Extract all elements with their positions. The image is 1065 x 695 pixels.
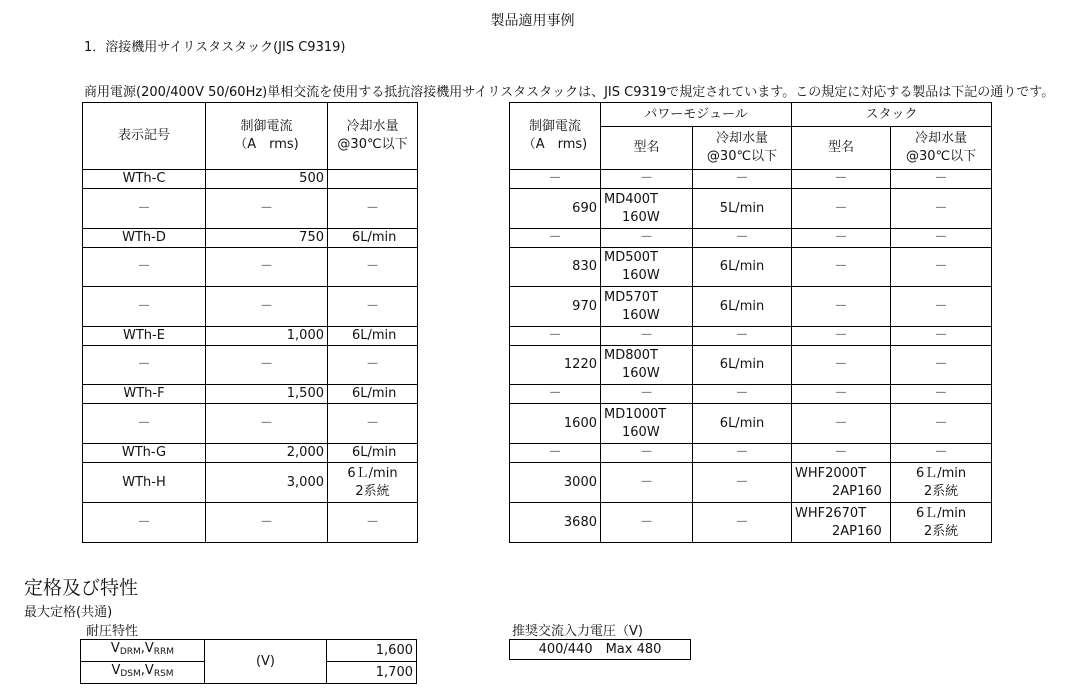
cell-current: 1220: [510, 346, 601, 385]
cell-water: －: [328, 503, 418, 543]
cell-st-model: －: [792, 170, 891, 189]
cell-water: －: [328, 346, 418, 385]
table-row: [83, 170, 418, 189]
cell-current: 970: [510, 287, 601, 327]
cell-symbol: [81, 640, 205, 662]
cell-st-water: [891, 503, 992, 543]
cell-water: 6L/min: [328, 385, 418, 404]
table-row: [510, 327, 992, 346]
cell-code: WTh-F: [83, 385, 206, 404]
cell-st-water: －: [891, 404, 992, 444]
table-row: [510, 287, 992, 327]
cell-pm-water: 6L/min: [693, 287, 792, 327]
table-row: [510, 248, 992, 287]
cell-pm-model-line2: 160W: [622, 366, 660, 381]
cell-pm-model: [601, 404, 693, 444]
header-water-line2: @30℃以下: [905, 149, 977, 164]
cell-code: －: [83, 287, 206, 327]
cell-st-model: －: [792, 404, 891, 444]
cell-st-model: －: [792, 287, 891, 327]
table-row: [510, 444, 992, 463]
header-current: [206, 103, 328, 170]
cell-current: －: [206, 404, 328, 444]
cell-pm-model-line1: MD400T: [604, 191, 658, 207]
cell-current: 690: [510, 189, 601, 229]
sym-v2: ,V: [140, 663, 154, 678]
cell-st-model: －: [792, 229, 891, 248]
header-water-line2: @30℃以下: [337, 137, 408, 152]
cell-water: －: [328, 189, 418, 229]
table-row: [83, 503, 418, 543]
header-current-line2: （A rms): [522, 137, 588, 152]
cell-current: －: [206, 346, 328, 385]
cell-st-water-line2: 2系統: [923, 483, 959, 499]
withstand-table: [80, 639, 417, 684]
table-row: [83, 463, 418, 503]
cell-current: 1,500: [206, 385, 328, 404]
cell-value: 1,700: [327, 662, 417, 684]
cell-st-model-line2: 2AP160: [832, 523, 882, 539]
cell-pm-model-line2: 160W: [622, 307, 660, 323]
cell-code: WTh-G: [83, 444, 206, 463]
table-row: [510, 229, 992, 248]
ac-voltage-value: 400/440 Max 480: [510, 640, 691, 660]
table-row: [83, 444, 418, 463]
header-code: 表示記号: [83, 103, 206, 170]
cell-pm-water: 6L/min: [693, 346, 792, 385]
cell-current: 500: [206, 170, 328, 189]
cell-pm-model: －: [601, 463, 693, 503]
cell-code: －: [83, 404, 206, 444]
cell-pm-model: －: [601, 327, 693, 346]
cell-current: 3000: [510, 463, 601, 503]
cell-unit: (V): [205, 640, 327, 684]
cell-current: －: [206, 189, 328, 229]
cell-st-model: －: [792, 248, 891, 287]
sym-v1: V: [110, 641, 120, 656]
cell-pm-model: [601, 189, 693, 229]
product-table: [509, 102, 992, 543]
header-water-line1: 冷却水量: [716, 131, 769, 146]
cell-current: 3,000: [206, 463, 328, 503]
cell-st-water: －: [891, 170, 992, 189]
table-row: [83, 404, 418, 444]
table-row: [83, 189, 418, 229]
cell-water: －: [328, 287, 418, 327]
cell-pm-model-line2: 160W: [622, 424, 660, 440]
cell-water: [328, 463, 418, 503]
table-row: [83, 287, 418, 327]
cell-pm-model-line1: MD800T: [604, 348, 658, 363]
cell-water: 6L/min: [328, 327, 418, 346]
cell-st-water: －: [891, 444, 992, 463]
cell-pm-water: －: [693, 170, 792, 189]
sym-v2: ,V: [140, 641, 154, 656]
header-current-line2: （A rms): [234, 137, 299, 152]
table-row: [83, 385, 418, 404]
cell-pm-model: －: [601, 170, 693, 189]
header-water-line2: @30℃以下: [706, 149, 778, 164]
table-row: [83, 229, 418, 248]
cell-pm-model: [601, 287, 693, 327]
cell-pm-model: －: [601, 385, 693, 404]
cell-st-model: －: [792, 189, 891, 229]
cell-pm-water: －: [693, 463, 792, 503]
section-heading: 1．溶接機用サイリスタスタック(JIS C9319): [84, 40, 346, 55]
header-current-line1: 制御電流: [528, 119, 581, 134]
cell-pm-water: －: [693, 444, 792, 463]
cell-current: 1600: [510, 404, 601, 444]
cell-code: WTh-E: [83, 327, 206, 346]
cell-current: 750: [206, 229, 328, 248]
cell-pm-water: －: [693, 503, 792, 543]
cell-st-model: [792, 503, 891, 543]
cell-current: －: [510, 170, 601, 189]
cell-st-model-line2: 2AP160: [832, 483, 882, 499]
table-row: [510, 170, 992, 189]
cell-st-water: －: [891, 189, 992, 229]
cell-water: －: [328, 248, 418, 287]
cell-current: 1,000: [206, 327, 328, 346]
cell-code: －: [83, 189, 206, 229]
cell-water: [328, 170, 418, 189]
cell-st-water-line1: 6Ｌ/min: [915, 505, 967, 521]
header-current: [510, 103, 601, 170]
cell-current: －: [206, 287, 328, 327]
cell-code: WTh-D: [83, 229, 206, 248]
cell-st-model-line1: WHF2670T: [795, 505, 867, 521]
cell-current: －: [510, 385, 601, 404]
cell-code: WTh-H: [83, 463, 206, 503]
cell-water-line2: 2系統: [355, 483, 390, 499]
cell-current: 3680: [510, 503, 601, 543]
cell-water: 6L/min: [328, 444, 418, 463]
cell-st-water: －: [891, 385, 992, 404]
cell-pm-model: －: [601, 444, 693, 463]
cell-st-model: －: [792, 346, 891, 385]
header-water-line1: 冷却水量: [346, 119, 399, 134]
cell-st-water: －: [891, 248, 992, 287]
jis-rating-table: [82, 102, 418, 543]
cell-pm-model-line2: 160W: [622, 268, 660, 283]
cell-code: －: [83, 248, 206, 287]
cell-pm-water: －: [693, 229, 792, 248]
cell-code: WTh-C: [83, 170, 206, 189]
table-row: [83, 346, 418, 385]
cell-current: －: [206, 503, 328, 543]
cell-st-water-line2: 2系統: [923, 523, 959, 539]
cell-current: 830: [510, 248, 601, 287]
cell-st-water: －: [891, 229, 992, 248]
header-water: [328, 103, 418, 170]
cell-pm-model: [601, 346, 693, 385]
table-header-row: [83, 103, 418, 170]
table-row: [510, 463, 992, 503]
cell-st-model: －: [792, 444, 891, 463]
cell-value: 1,600: [327, 640, 417, 662]
cell-st-water: －: [891, 346, 992, 385]
cell-st-model: －: [792, 327, 891, 346]
table-row: [81, 640, 417, 662]
header-stack: スタック: [792, 103, 992, 127]
cell-symbol: [81, 662, 205, 684]
cell-pm-model: [601, 248, 693, 287]
cell-pm-model: －: [601, 503, 693, 543]
cell-pm-water: 6L/min: [693, 404, 792, 444]
cell-st-water-line1: 6Ｌ/min: [915, 465, 967, 481]
cell-pm-model-line1: MD500T: [604, 250, 658, 265]
cell-st-water: －: [891, 287, 992, 327]
sym-sub2: RSM: [153, 669, 174, 679]
cell-current: －: [206, 248, 328, 287]
cell-pm-water: －: [693, 327, 792, 346]
cell-pm-water: 5L/min: [693, 189, 792, 229]
header-current-line1: 制御電流: [240, 119, 293, 134]
header-pm-model: 型名: [601, 127, 693, 170]
table-row: [83, 248, 418, 287]
cell-current: －: [510, 229, 601, 248]
cell-code: －: [83, 346, 206, 385]
ac-voltage-label: 推奨交流入力電圧（V): [512, 624, 643, 639]
cell-current: －: [510, 444, 601, 463]
intro-text: 商用電源(200/400V 50/60Hz)単相交流を使用する抵抗溶接機用サイリスタスタックは、JIS C9319で規定されています。この規定に対応する製品は下記の通りです。: [84, 85, 1055, 100]
cell-st-model-line1: WHF2000T: [795, 465, 867, 481]
cell-pm-water: 6L/min: [693, 248, 792, 287]
header-water-line1: 冷却水量: [915, 131, 968, 146]
header-st-model: 型名: [792, 127, 891, 170]
cell-current: －: [510, 327, 601, 346]
cell-code: －: [83, 503, 206, 543]
cell-water: －: [328, 404, 418, 444]
sym-sub1: DRM: [119, 647, 141, 657]
cell-water-line1: 6Ｌ/min: [347, 465, 398, 481]
header-pm-water: [693, 127, 792, 170]
table-row: [510, 385, 992, 404]
ac-voltage-table: [509, 639, 691, 660]
table-row: [83, 327, 418, 346]
cell-st-model: [792, 463, 891, 503]
max-rating-label: 最大定格(共通): [24, 605, 113, 620]
cell-st-water: －: [891, 327, 992, 346]
sym-sub2: RRM: [153, 647, 175, 657]
sym-v1: V: [111, 663, 121, 678]
table-row: [510, 189, 992, 229]
table-row: [510, 640, 691, 660]
sym-sub1: DSM: [120, 669, 141, 679]
cell-pm-water: －: [693, 385, 792, 404]
header-st-water: [891, 127, 992, 170]
withstand-label: 耐圧特性: [86, 624, 139, 639]
cell-pm-model: －: [601, 229, 693, 248]
cell-pm-model-line1: MD1000T: [604, 406, 667, 422]
cell-current: 2,000: [206, 444, 328, 463]
table-header-row: [510, 103, 992, 127]
cell-st-water: [891, 463, 992, 503]
rating-heading: 定格及び特性: [24, 577, 139, 599]
document-title: 製品適用事例: [490, 13, 575, 29]
table-row: [510, 404, 992, 444]
cell-pm-model-line1: MD570T: [604, 289, 658, 305]
cell-pm-model-line2: 160W: [622, 209, 660, 225]
cell-water: 6L/min: [328, 229, 418, 248]
header-power-module: パワーモジュール: [601, 103, 792, 127]
table-row: [510, 346, 992, 385]
cell-st-model: －: [792, 385, 891, 404]
table-row: [510, 503, 992, 543]
